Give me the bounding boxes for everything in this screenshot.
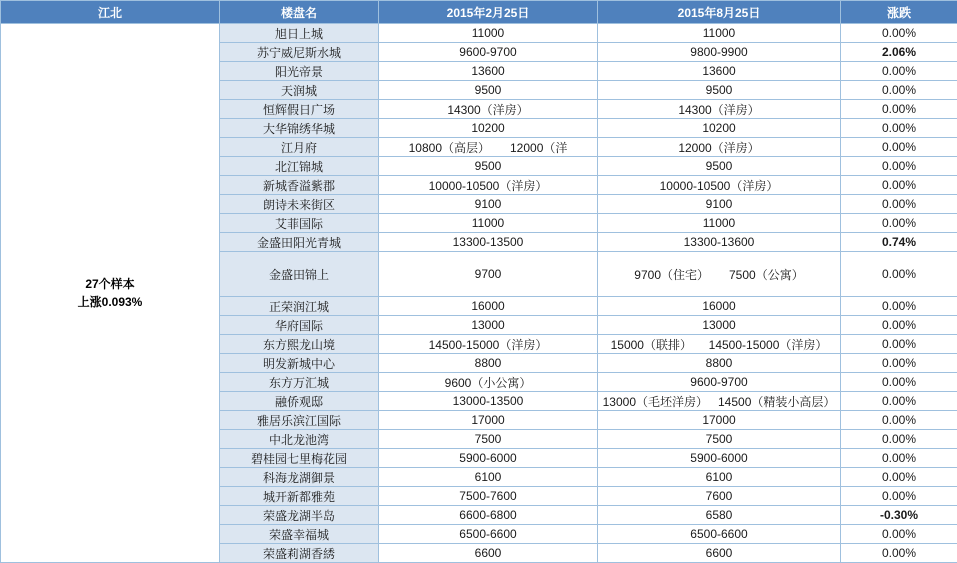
change-cell: 0.00%	[841, 354, 957, 373]
price-date-1-cell: 10800（高层） 12000（洋	[379, 138, 598, 157]
price-date-1-cell: 14500-15000（洋房）	[379, 335, 598, 354]
region-change-rate: 上涨0.093%	[1, 293, 219, 311]
table-row	[1, 24, 957, 43]
change-cell: 0.74%	[841, 233, 957, 252]
project-name-cell: 东方熙龙山境	[220, 335, 379, 354]
project-name-cell: 正荣润江城	[220, 297, 379, 316]
price-date-1-cell: 6600	[379, 544, 598, 563]
change-cell: 0.00%	[841, 252, 957, 297]
change-cell: 0.00%	[841, 430, 957, 449]
project-name-cell: 华府国际	[220, 316, 379, 335]
project-name-cell: 金盛田阳光青城	[220, 233, 379, 252]
change-cell: -0.30%	[841, 506, 957, 525]
project-name-cell: 荣盛龙湖半岛	[220, 506, 379, 525]
project-name-cell: 东方万汇城	[220, 373, 379, 392]
price-date-1-cell: 9600（小公寓）	[379, 373, 598, 392]
sample-count: 27个样本	[1, 275, 219, 293]
price-date-1-cell: 9500	[379, 81, 598, 100]
price-date-2-cell: 9800-9900	[598, 43, 841, 62]
change-cell: 0.00%	[841, 373, 957, 392]
change-cell: 0.00%	[841, 297, 957, 316]
change-cell: 0.00%	[841, 157, 957, 176]
header-project-name: 楼盘名	[220, 1, 379, 24]
price-date-2-cell: 13600	[598, 62, 841, 81]
project-name-cell: 荣盛莉湖香綉	[220, 544, 379, 563]
change-cell: 0.00%	[841, 62, 957, 81]
price-date-1-cell: 6500-6600	[379, 525, 598, 544]
price-date-2-cell: 6500-6600	[598, 525, 841, 544]
header-change: 涨跌	[841, 1, 957, 24]
header-date-1: 2015年2月25日	[379, 1, 598, 24]
project-name-cell: 苏宁威尼斯水城	[220, 43, 379, 62]
price-date-2-cell: 10200	[598, 119, 841, 138]
price-date-1-cell: 13600	[379, 62, 598, 81]
change-cell: 0.00%	[841, 544, 957, 563]
change-cell: 0.00%	[841, 119, 957, 138]
change-cell: 0.00%	[841, 335, 957, 354]
project-name-cell: 江月府	[220, 138, 379, 157]
project-name-cell: 恒辉假日广场	[220, 100, 379, 119]
project-name-cell: 雅居乐滨江国际	[220, 411, 379, 430]
price-date-1-cell: 13000	[379, 316, 598, 335]
price-date-1-cell: 17000	[379, 411, 598, 430]
region-summary-cell	[1, 24, 220, 563]
price-date-1-cell: 13300-13500	[379, 233, 598, 252]
header-region: 江北	[1, 1, 220, 24]
project-name-cell: 明发新城中心	[220, 354, 379, 373]
price-date-2-cell: 16000	[598, 297, 841, 316]
price-date-2-cell: 6580	[598, 506, 841, 525]
table-body	[1, 24, 957, 563]
price-date-1-cell: 8800	[379, 354, 598, 373]
price-date-2-cell: 5900-6000	[598, 449, 841, 468]
project-name-cell: 天润城	[220, 81, 379, 100]
price-date-1-cell: 9500	[379, 157, 598, 176]
project-name-cell: 荣盛幸福城	[220, 525, 379, 544]
project-name-cell: 城开新都雅苑	[220, 487, 379, 506]
project-name-cell: 阳光帝景	[220, 62, 379, 81]
price-date-2-cell: 15000（联排） 14500-15000（洋房）	[598, 335, 841, 354]
price-date-2-cell: 6600	[598, 544, 841, 563]
price-date-2-cell: 7500	[598, 430, 841, 449]
change-cell: 0.00%	[841, 411, 957, 430]
price-date-2-cell: 8800	[598, 354, 841, 373]
project-name-cell: 北江锦城	[220, 157, 379, 176]
price-date-1-cell: 6100	[379, 468, 598, 487]
price-date-1-cell: 14300（洋房）	[379, 100, 598, 119]
project-name-cell: 新城香溢紫郡	[220, 176, 379, 195]
price-date-1-cell: 10200	[379, 119, 598, 138]
price-date-1-cell: 16000	[379, 297, 598, 316]
project-name-cell: 碧桂园七里梅花园	[220, 449, 379, 468]
price-date-1-cell: 5900-6000	[379, 449, 598, 468]
price-date-2-cell: 12000（洋房）	[598, 138, 841, 157]
price-date-2-cell: 7600	[598, 487, 841, 506]
project-name-cell: 朗诗未来街区	[220, 195, 379, 214]
price-date-2-cell: 13000	[598, 316, 841, 335]
project-name-cell: 中北龙池湾	[220, 430, 379, 449]
price-date-2-cell: 11000	[598, 214, 841, 233]
price-date-1-cell: 9600-9700	[379, 43, 598, 62]
price-date-2-cell: 9500	[598, 157, 841, 176]
price-date-1-cell: 9700	[379, 252, 598, 297]
price-date-2-cell: 13300-13600	[598, 233, 841, 252]
price-date-2-cell: 11000	[598, 24, 841, 43]
project-name-cell: 金盛田锦上	[220, 252, 379, 297]
price-date-1-cell: 10000-10500（洋房）	[379, 176, 598, 195]
change-cell: 0.00%	[841, 176, 957, 195]
price-date-2-cell: 17000	[598, 411, 841, 430]
project-name-cell: 艾菲国际	[220, 214, 379, 233]
change-cell: 0.00%	[841, 392, 957, 411]
change-cell: 0.00%	[841, 138, 957, 157]
project-name-cell: 大华锦绣华城	[220, 119, 379, 138]
project-name-cell: 融侨观邸	[220, 392, 379, 411]
change-cell: 0.00%	[841, 316, 957, 335]
change-cell: 0.00%	[841, 449, 957, 468]
project-name-cell: 旭日上城	[220, 24, 379, 43]
price-date-2-cell: 10000-10500（洋房）	[598, 176, 841, 195]
change-cell: 0.00%	[841, 24, 957, 43]
change-cell: 0.00%	[841, 100, 957, 119]
price-date-2-cell: 9500	[598, 81, 841, 100]
price-date-1-cell: 11000	[379, 24, 598, 43]
change-cell: 2.06%	[841, 43, 957, 62]
price-date-1-cell: 9100	[379, 195, 598, 214]
change-cell: 0.00%	[841, 214, 957, 233]
change-cell: 0.00%	[841, 468, 957, 487]
price-date-2-cell: 14300（洋房）	[598, 100, 841, 119]
change-cell: 0.00%	[841, 195, 957, 214]
price-date-1-cell: 11000	[379, 214, 598, 233]
price-date-2-cell: 9600-9700	[598, 373, 841, 392]
price-date-2-cell: 9100	[598, 195, 841, 214]
change-cell: 0.00%	[841, 487, 957, 506]
change-cell: 0.00%	[841, 525, 957, 544]
price-date-1-cell: 7500-7600	[379, 487, 598, 506]
change-cell: 0.00%	[841, 81, 957, 100]
price-date-2-cell: 9700（住宅） 7500（公寓）	[598, 252, 841, 297]
header-date-2: 2015年8月25日	[598, 1, 841, 24]
project-name-cell: 科海龙湖御景	[220, 468, 379, 487]
price-date-1-cell: 13000-13500	[379, 392, 598, 411]
price-date-1-cell: 7500	[379, 430, 598, 449]
price-date-2-cell: 13000（毛坯洋房） 14500（精装小高层）	[598, 392, 841, 411]
price-date-2-cell: 6100	[598, 468, 841, 487]
price-date-1-cell: 6600-6800	[379, 506, 598, 525]
table-header-row	[1, 1, 957, 24]
